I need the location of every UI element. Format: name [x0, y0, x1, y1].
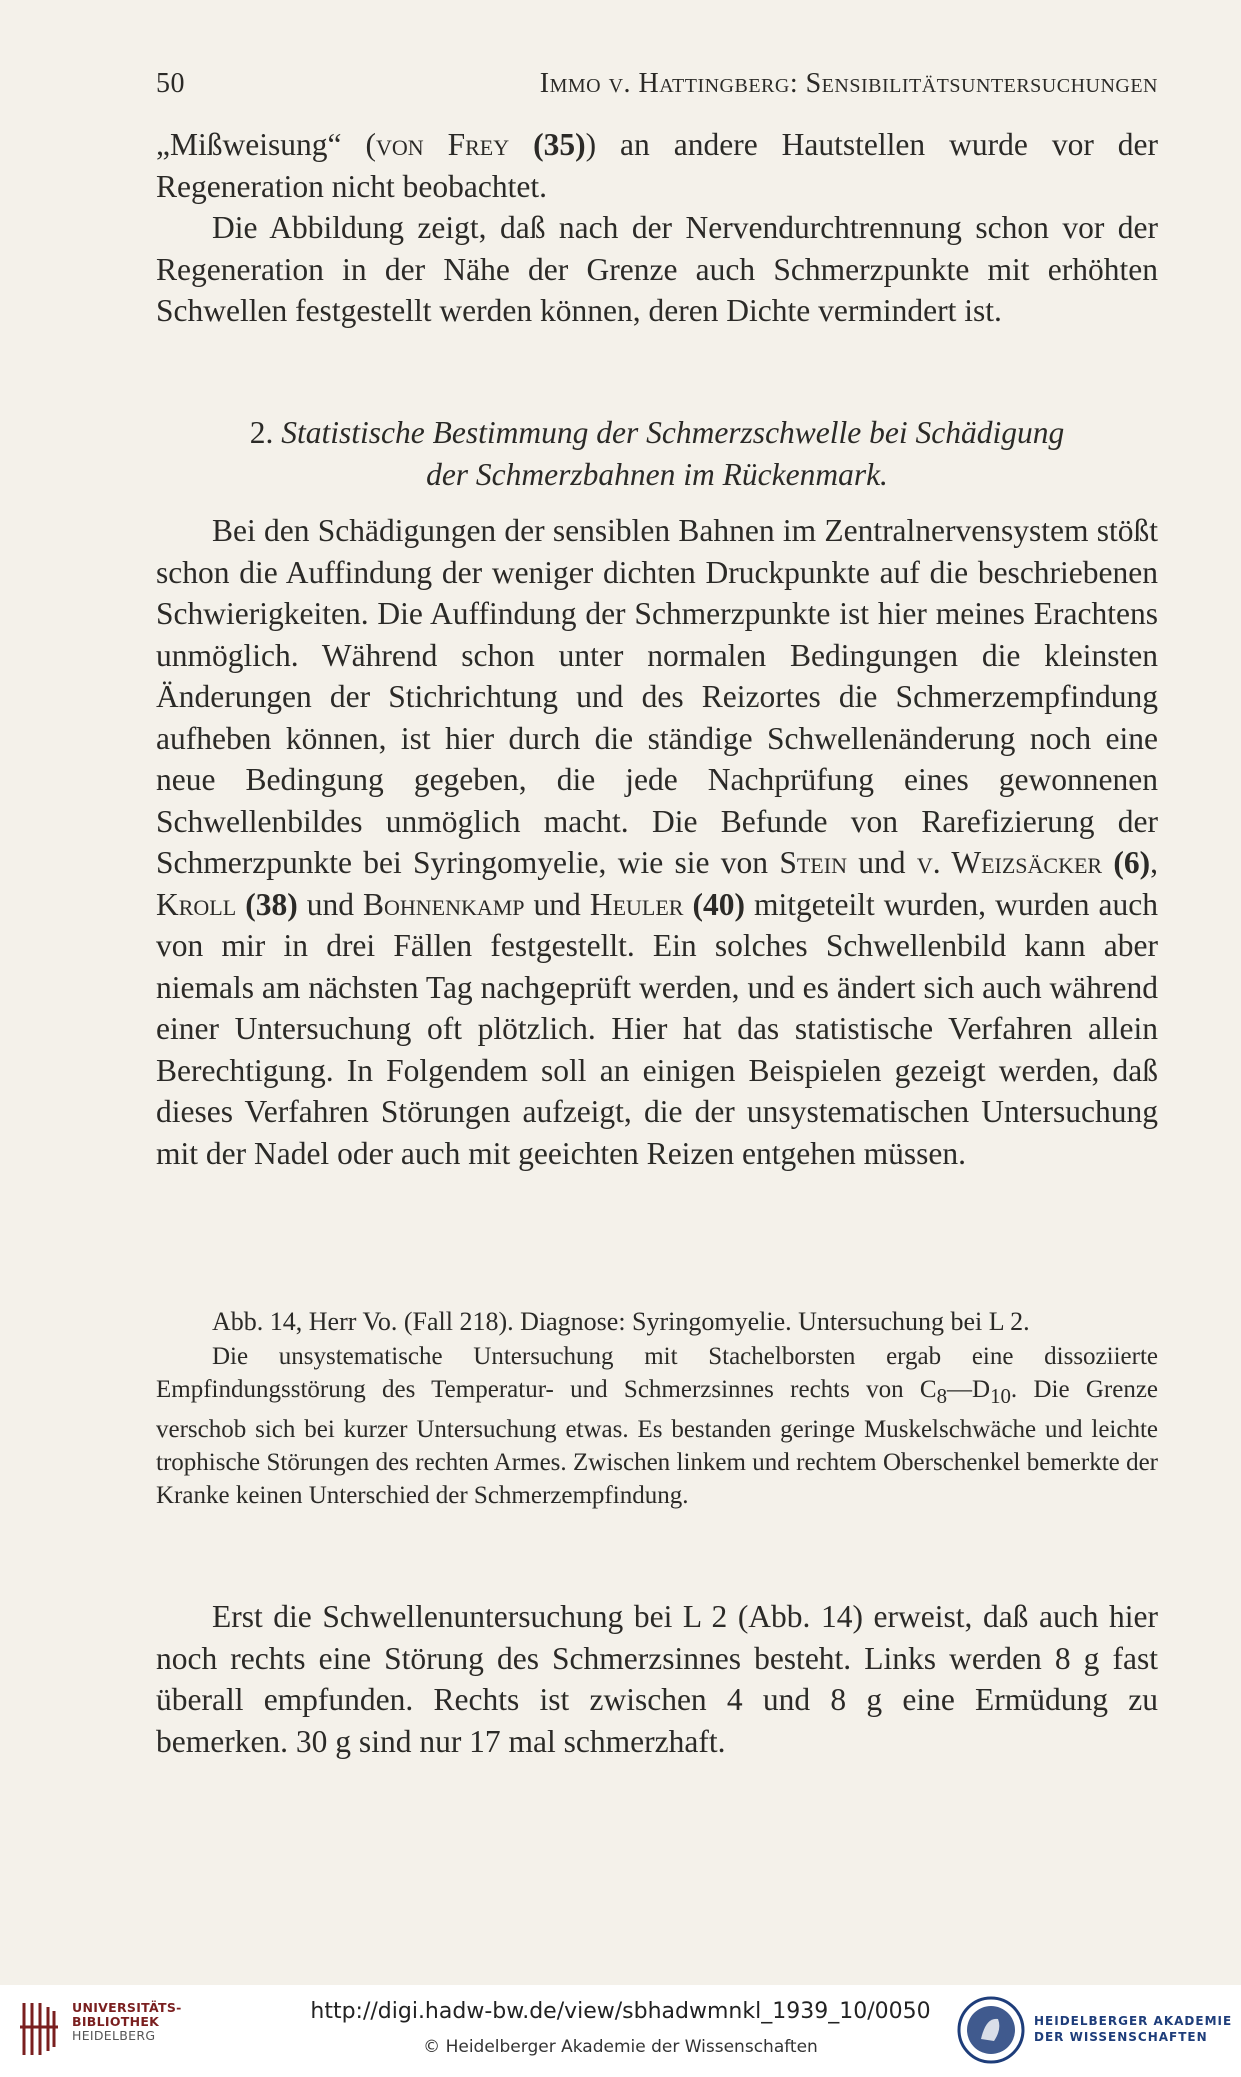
para3-part1: Bei den Schädigungen der sensiblen Bahnen im Zentralnervensystem stößt schon die Auffindung der weniger dichten Druckpunkte auf die beschriebenen Schwierigkeiten. Die Auffindung der Schmerzpunkte ist hier meines Erachtens unmöglich. Während schon unter normalen Bedingungen die kleinsten Änderungen der Stichrichtung und des Reizortes die Schmerzempfindung aufheben können, ist hier durch die ständige Schwellenänderung noch eine neue Bedingung gegeben, die jede Nachprüfung eines gewonnenen Schwellenbildes unmöglich macht. Die Befunde von Rarefizierung der Schmerzpunkte bei Syringomyelie, wie sie von — [156, 513, 1158, 880]
figure-caption — [156, 1306, 1158, 1512]
copyright-notice: © Heidelberger Akademie der Wissenschaften — [423, 2037, 818, 2057]
para3-part2: mitgeteilt wurden, wurden auch von mir in drei Fällen festgestellt. Ein solches Schwellenbild kann aber niemals am nächsten Tag nachgeprüft werden, und es ändert sich auch während einer Untersuchung oft plötzlich. Hier hat das statistische Verfahren allein Berechtigung. In Folgendem soll an einigen Beispielen gezeigt werden, daß dieses Verfahren Störungen aufzeigt, die der unsystematischen Untersuchung mit der Nadel oder auch mit geeichten Reizen entgehen müssen. — [156, 886, 1159, 1171]
caption-body-pre: Die unsystematische Untersuchung mit Stachelborsten ergab eine dissoziierte Empfindungsstörung des Temperatur- und Schmerzsinnes rechts von C — [156, 1343, 1158, 1403]
caption-sub-d: 10 — [990, 1384, 1011, 1408]
para1-rest: ) an andere Hautstellen wurde vor der Regeneration nicht beobachtet. — [156, 127, 1159, 204]
body-text-middle — [156, 510, 1158, 1174]
ub-line-3: HEIDELBERG — [72, 2028, 156, 2043]
caption-sub-c: 8 — [936, 1384, 948, 1408]
paragraph-3 — [156, 510, 1158, 1174]
academy-seal-icon — [956, 1995, 1026, 2065]
author-bohnenkamp: Bohnenkamp — [362, 886, 525, 922]
ref-38: (38) — [236, 886, 298, 922]
para3-und-2: und — [297, 886, 363, 922]
section-number: 2. — [249, 415, 274, 450]
author-heuler: Heuler — [589, 886, 684, 922]
ub-line-2: BIBLIOTHEK — [72, 2014, 160, 2029]
running-title: Immo v. Hattingberg: Sensibilitätsuntersuchungen — [539, 68, 1158, 99]
hadw-line-2: DER WISSENSCHAFTEN — [1034, 2030, 1208, 2044]
section-heading-line-2: der Schmerzbahnen im Rückenmark. — [426, 457, 888, 492]
para3-und-3: und — [524, 886, 590, 922]
para1-quote: „Mißweisung“ ( — [156, 127, 376, 162]
author-stein: Stein — [779, 845, 847, 880]
caption-title: Abb. 14, Herr Vo. (Fall 218). Diagnose: Syringomyelie. Untersuchung bei L 2. — [212, 1307, 1030, 1336]
author-weizsaecker: v. Weizsäcker — [916, 845, 1103, 880]
hadw-line-1: HEIDELBERGER AKADEMIE — [1034, 2014, 1233, 2028]
author-kroll: Kroll — [156, 886, 237, 922]
ref-40: (40) — [692, 886, 745, 922]
academy-name — [1034, 2013, 1232, 2045]
ref-35: (35) — [533, 127, 586, 162]
page-number: 50 — [156, 68, 185, 99]
body-text-bottom — [156, 1596, 1158, 1762]
ub-line-1: UNIVERSITÄTS- — [72, 2000, 182, 2015]
caption-dash-d: —D — [947, 1376, 991, 1403]
caption-body — [156, 1340, 1158, 1512]
ref-6: (6) — [1102, 845, 1151, 880]
running-header — [156, 68, 1158, 100]
author-von-frey: von Frey — [375, 127, 510, 162]
section-heading-line-1: Statistische Bestimmung der Schmerzschwelle bei Schädigung — [281, 415, 1065, 450]
digitization-url-link[interactable]: http://digi.hadw-bw.de/view/sbhadwmnkl_1939_10/0050 — [310, 1999, 931, 2024]
paragraph-2: Die Abbildung zeigt, daß nach der Nervendurchtrennung schon vor der Regeneration in der Nähe der Grenze auch Schmerzpunkte mit erhöhten Schwellen festgestellt werden können, deren Dichte vermindert ist. — [156, 210, 1158, 328]
body-text-top — [156, 124, 1158, 332]
caption-body-post: . Die Grenze verschob sich bei kurzer Untersuchung etwas. Es bestanden geringe Muskelschwäche und leichte trophische Störungen des rechten Armes. Zwischen linkem und rechtem Oberschenkel bemerkte der Kranke keinen Unterschied der Schmerzempfindung. — [156, 1376, 1159, 1509]
paragraph-1 — [156, 124, 1158, 207]
para3-comma: , — [1150, 845, 1158, 880]
section-heading — [156, 412, 1158, 496]
para3-und-1: und — [846, 845, 917, 880]
paragraph-4: Erst die Schwellenuntersuchung bei L 2 (Abb. 14) erweist, daß auch hier noch rechts eine Störung des Schmerzsinnes besteht. Links werden 8 g fast überall empfunden. Rechts ist zwischen 4 und 8 g eine Ermüdung zu bemerken. 30 g sind nur 17 mal schmerzhaft. — [156, 1599, 1158, 1759]
digitization-footer — [0, 1985, 1241, 2077]
